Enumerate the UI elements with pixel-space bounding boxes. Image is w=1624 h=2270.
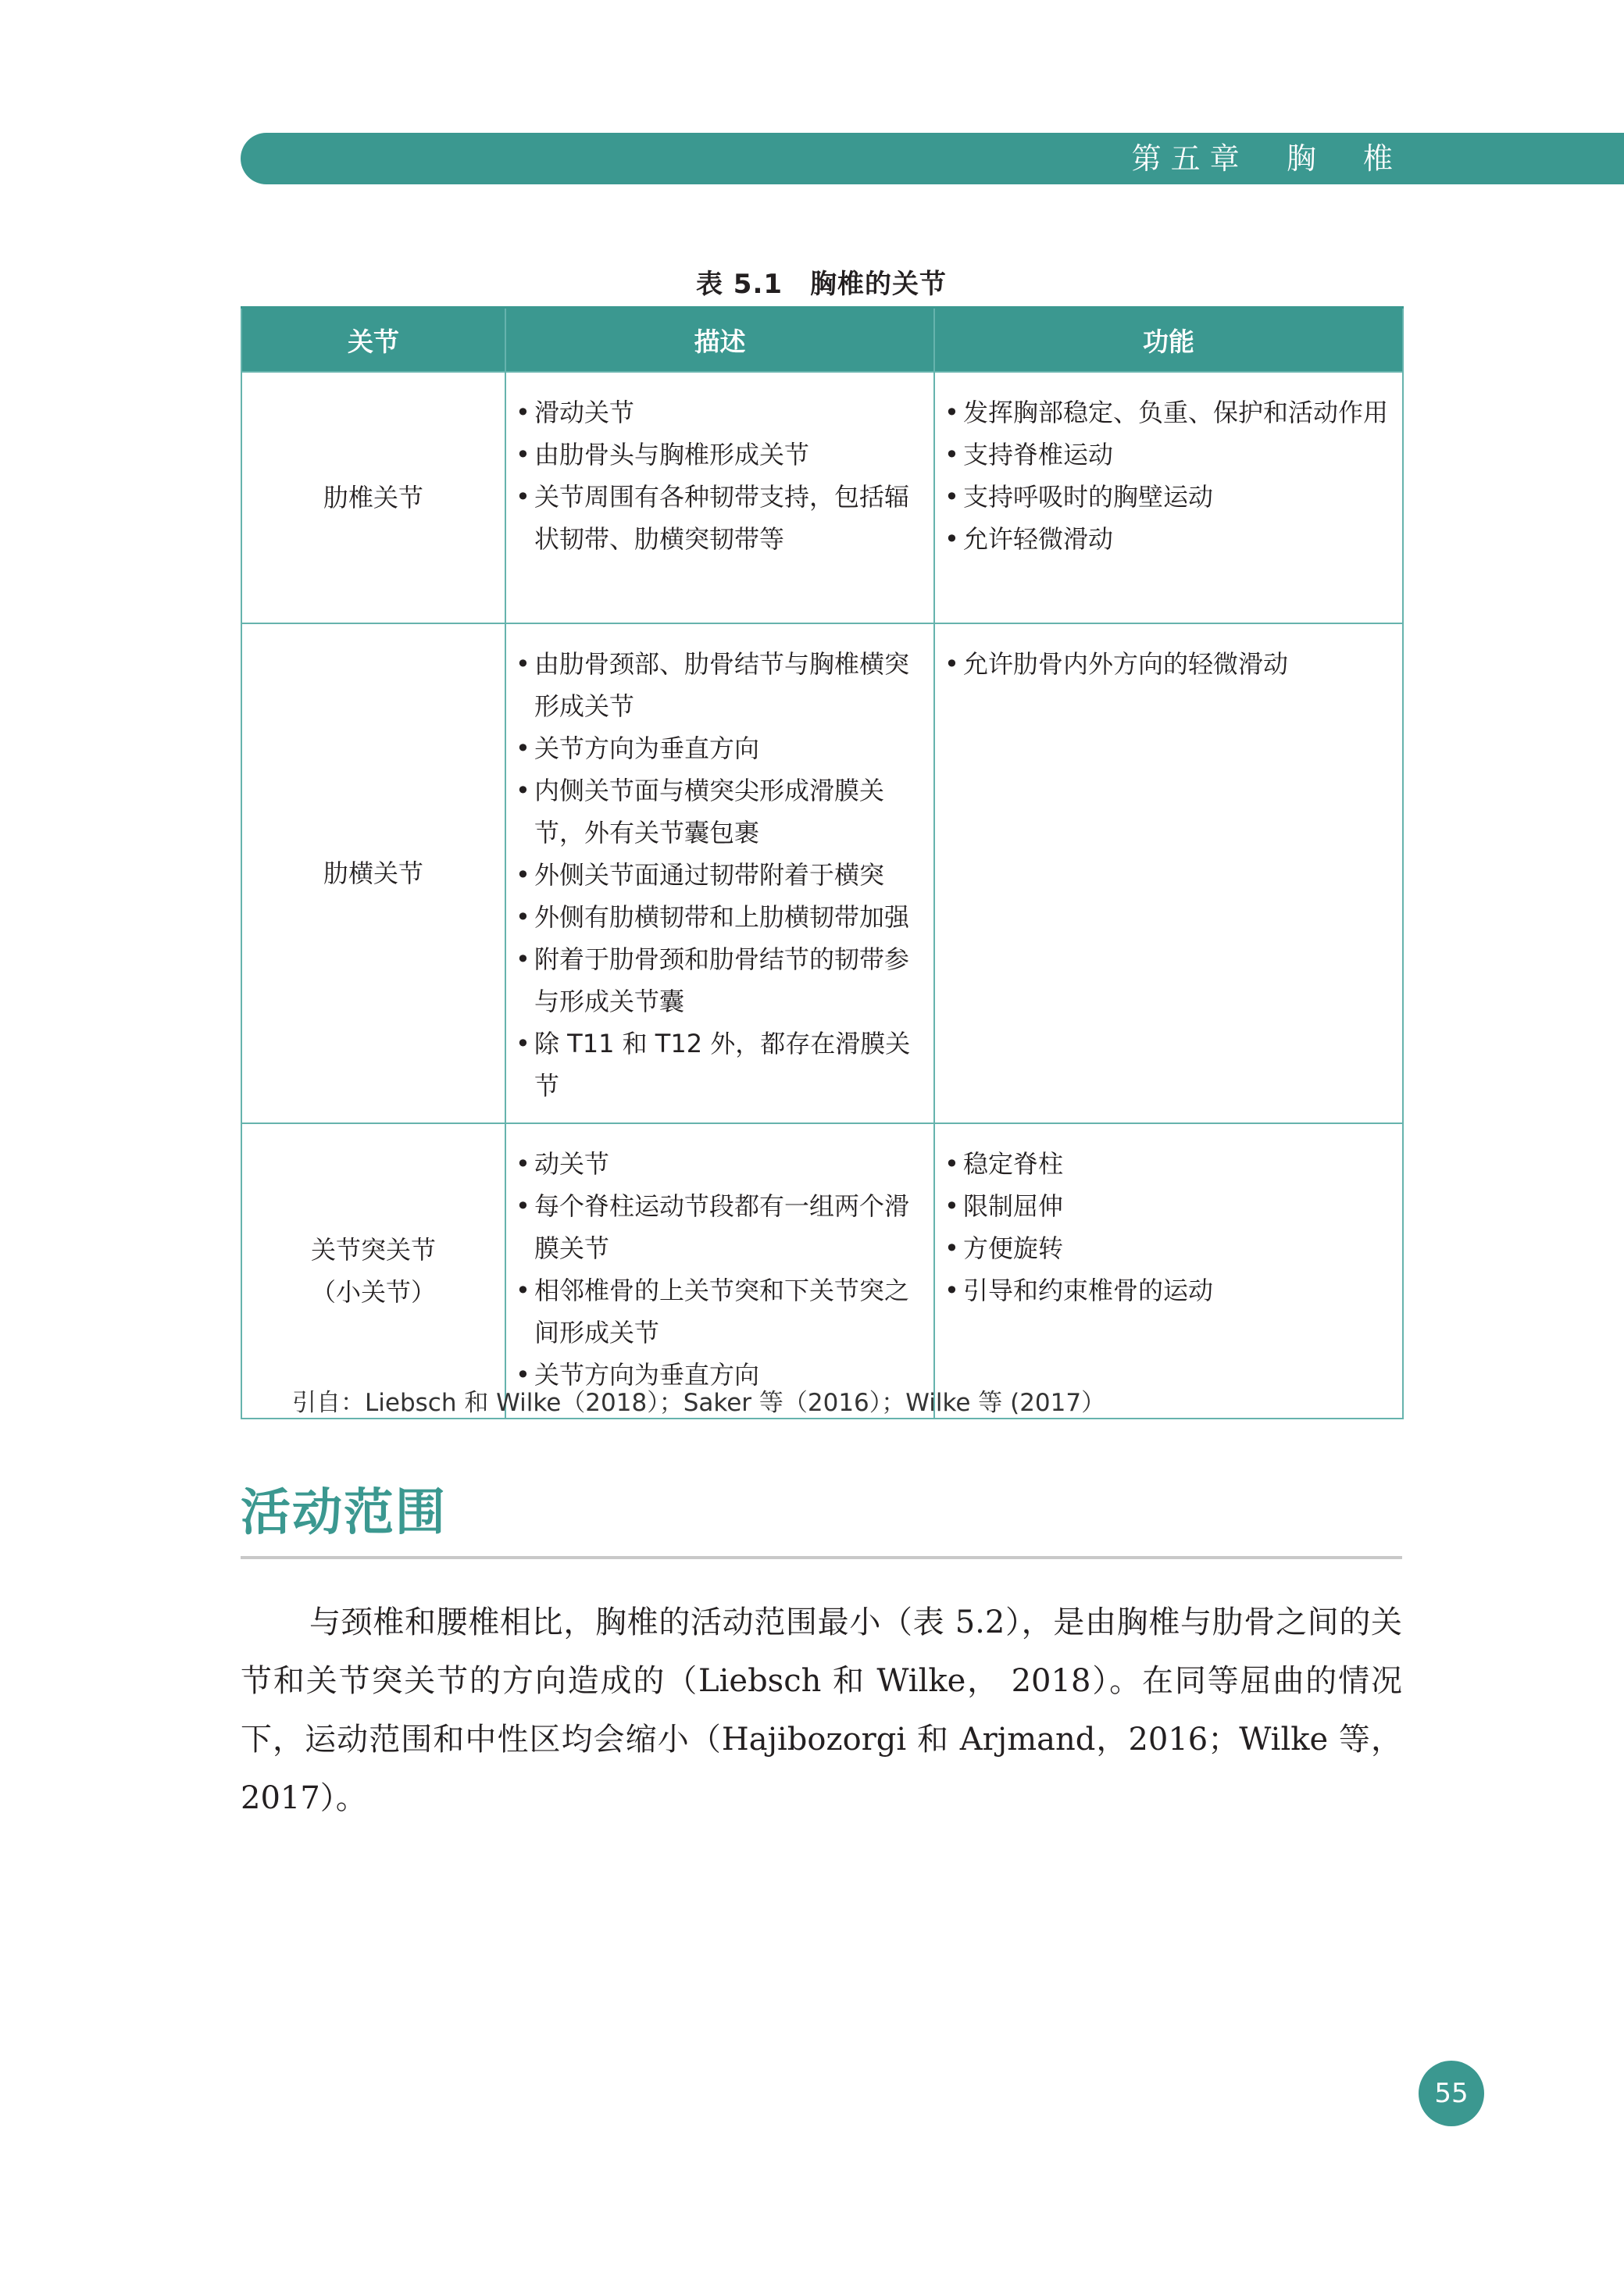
- list-item: • 引导和约束椎骨的运动: [935, 1269, 1397, 1312]
- joints-table: [241, 306, 1404, 1419]
- joint-name-cell: [241, 372, 505, 623]
- list-item: • 发挥胸部稳定、负重、保护和活动作用: [935, 391, 1397, 434]
- table-header-row: [241, 308, 1403, 373]
- list-item: • 内侧关节面与横突尖形成滑膜关节，外有关节囊包裹: [506, 769, 929, 854]
- function-list: [935, 1143, 1402, 1312]
- joint-name: 肋椎关节: [323, 483, 423, 512]
- section-divider: [241, 1556, 1402, 1559]
- list-item: • 滑动关节: [506, 391, 929, 434]
- list-item: • 外侧有肋横韧带和上肋横韧带加强: [506, 896, 929, 938]
- table-row: [241, 1123, 1403, 1419]
- list-item: • 除 T11 和 T12 外，都存在滑膜关节: [506, 1023, 929, 1107]
- table-caption: 表 5.1 胸椎的关节: [695, 269, 948, 300]
- list-item: • 由肋骨颈部、肋骨结节与胸椎横突形成关节: [506, 643, 929, 727]
- list-item: • 支持脊椎运动: [935, 434, 1397, 476]
- description-cell: [505, 623, 934, 1123]
- column-header-function: 功能: [934, 308, 1403, 373]
- list-item: • 关节方向为垂直方向: [506, 1354, 929, 1396]
- description-list: [506, 643, 933, 1107]
- chapter-title: 第五章 胸 椎: [1131, 141, 1402, 176]
- function-cell: [934, 1123, 1403, 1419]
- joint-name: 肋横关节: [323, 858, 423, 888]
- function-cell: [934, 623, 1403, 1123]
- list-item: • 允许轻微滑动: [935, 518, 1397, 560]
- page-number-badge: 55: [1419, 2061, 1484, 2126]
- table-source-note: 引自：Liebsch 和 Wilke（2018）；Saker 等（2016）；Wilke 等 (2017）: [292, 1389, 1106, 1417]
- table-row: [241, 623, 1403, 1123]
- chapter-header-band: [241, 133, 1624, 184]
- joint-name-alias: （小关节）: [310, 1277, 436, 1307]
- function-list: [935, 643, 1402, 685]
- list-item: • 支持呼吸时的胸壁运动: [935, 476, 1397, 518]
- column-header-description: 描述: [505, 308, 934, 373]
- joint-name-cell: [241, 623, 505, 1123]
- list-item: • 方便旋转: [935, 1227, 1397, 1269]
- list-item: • 稳定脊柱: [935, 1143, 1397, 1185]
- description-cell: [505, 372, 934, 623]
- list-item: • 每个脊柱运动节段都有一组两个滑膜关节: [506, 1185, 929, 1269]
- table-row: [241, 372, 1403, 623]
- description-cell: [505, 1123, 934, 1419]
- joint-name-cell: [241, 1123, 505, 1419]
- description-list: [506, 391, 933, 560]
- section-heading: 活动范围: [241, 1483, 447, 1542]
- list-item: • 外侧关节面通过韧带附着于横突: [506, 854, 929, 896]
- list-item: • 关节周围有各种韧带支持，包括辐状韧带、肋横突韧带等: [506, 476, 929, 560]
- list-item: • 动关节: [506, 1143, 929, 1185]
- list-item: • 相邻椎骨的上关节突和下关节突之间形成关节: [506, 1269, 929, 1354]
- function-list: [935, 391, 1402, 560]
- list-item: • 允许肋骨内外方向的轻微滑动: [935, 643, 1397, 685]
- list-item: • 限制屈伸: [935, 1185, 1397, 1227]
- list-item: • 附着于肋骨颈和肋骨结节的韧带参与形成关节囊: [506, 938, 929, 1023]
- body-paragraph: 与颈椎和腰椎相比，胸椎的活动范围最小（表 5.2），是由胸椎与肋骨之间的关节和关节突关节的方向造成的（Liebsch 和 Wilke， 2018）。在同等屈曲的情况下，运动范围和中性区均会缩小（Hajibozorgi 和 Arjmand，2016；Wilke 等，2017）。: [241, 1604, 1402, 1816]
- list-item: • 关节方向为垂直方向: [506, 727, 929, 769]
- function-cell: [934, 372, 1403, 623]
- joint-name: 关节突关节: [310, 1235, 436, 1265]
- column-header-joint: 关节: [241, 308, 505, 373]
- description-list: [506, 1143, 933, 1396]
- list-item: • 由肋骨头与胸椎形成关节: [506, 434, 929, 476]
